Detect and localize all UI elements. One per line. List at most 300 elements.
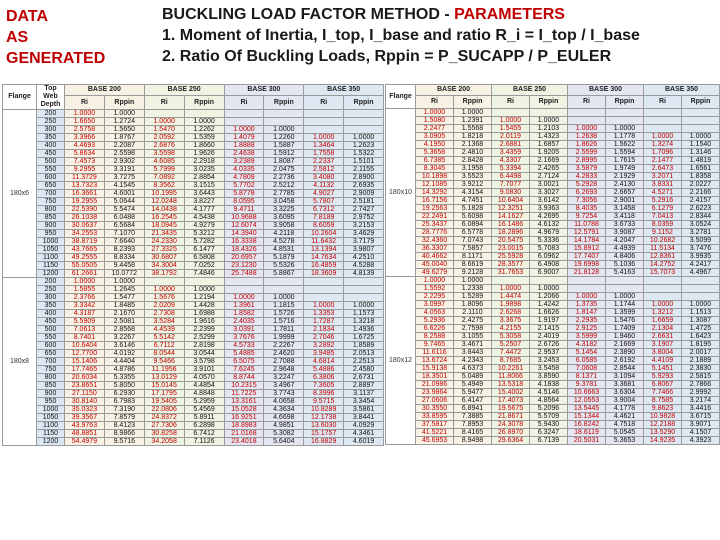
rppin-cell: 7.5857: [454, 245, 492, 253]
rppin-cell: 5.2096: [530, 405, 568, 413]
rppin-cell: 4.7451: [454, 197, 492, 205]
ri-cell: 24.8372: [144, 414, 184, 422]
ri-cell: 9.7254: [568, 213, 606, 221]
rppin-cell: 1.0000: [104, 110, 144, 118]
web-depth-cell: 1150: [37, 262, 65, 270]
ri-cell: 13.7323: [65, 182, 105, 190]
table-row: [3, 142, 384, 150]
rppin-cell: 2.9752: [344, 214, 384, 222]
ri-cell: 4.4539: [144, 326, 184, 334]
ri-cell: 2.6473: [644, 165, 682, 173]
rppin-cell: 3.6095: [264, 214, 304, 222]
table-row: [386, 397, 720, 405]
ri-cell: 8.6059: [304, 222, 344, 230]
web-depth-cell: 250: [37, 286, 65, 294]
rppin-cell: 1.3087: [682, 317, 720, 325]
ri-cell: 6.6226: [416, 325, 454, 333]
rppin-cell: 3.0021: [530, 181, 568, 189]
table-row: [386, 349, 720, 357]
ri-cell: 8.0359: [644, 221, 682, 229]
table-row: [3, 334, 384, 342]
rppin-cell: 2.0475: [264, 166, 304, 174]
rppin-cell: 1.0000: [606, 125, 644, 133]
left-base-250-header: BASE 250: [144, 85, 224, 96]
table-row: [3, 278, 384, 286]
rppin-cell: 1.0000: [606, 293, 644, 301]
rppin-cell: 1.2260: [264, 134, 304, 142]
web-depth-cell: 450: [37, 318, 65, 326]
ri-cell: 4.9027: [304, 190, 344, 198]
rppin-cell: 2.7866: [682, 381, 720, 389]
table-row: [386, 205, 720, 213]
ri-cell: 1.0000: [492, 117, 530, 125]
web-depth-cell: 850: [37, 382, 65, 390]
ri-cell: 2.5599: [568, 149, 606, 157]
ri-cell: 25.3437: [416, 221, 454, 229]
rppin-cell: 2.1670: [104, 310, 144, 318]
table-row: [386, 293, 720, 301]
ri-cell: 2.7046: [304, 334, 344, 342]
ri-cell: 9.1152: [644, 229, 682, 237]
ri-cell: 18.3501: [416, 373, 454, 381]
rppin-cell: 8.9498: [454, 437, 492, 445]
rppin-cell: 2.2736: [264, 174, 304, 182]
rppin-cell: 3.9058: [264, 222, 304, 230]
web-depth-cell: 1100: [37, 254, 65, 262]
rppin-cell: 4.8531: [264, 246, 304, 254]
rppin-cell: 7.0743: [454, 237, 492, 245]
ri-cell: 9.3781: [568, 381, 606, 389]
rppin-cell: 1.5887: [264, 142, 304, 150]
ri-cell: 10.8289: [304, 406, 344, 414]
rppin-cell: 5.2959: [184, 398, 224, 406]
table-row: [3, 270, 384, 278]
rppin-cell: 5.0644: [104, 198, 144, 206]
ri-cell: [304, 126, 344, 134]
rppin-cell: 1.2066: [530, 293, 568, 301]
ri-cell: 5.7702: [224, 182, 264, 190]
rppin-cell: 2.9537: [530, 349, 568, 357]
ri-cell: [492, 109, 530, 117]
ri-cell: 6.8067: [644, 381, 682, 389]
ri-cell: [304, 278, 344, 286]
rppin-cell: 5.0545: [606, 429, 644, 437]
rppin-cell: 4.0658: [264, 398, 304, 406]
ri-cell: 8.2588: [416, 333, 454, 341]
rppin-cell: 2.4130: [606, 181, 644, 189]
ri-cell: 1.2638: [568, 133, 606, 141]
ri-cell: 2.6876: [144, 142, 184, 150]
web-depth-cell: 1050: [37, 414, 65, 422]
ri-cell: 45.0040: [416, 261, 454, 269]
ri-cell: 27.1150: [65, 390, 105, 398]
ri-cell: 1.0000: [644, 301, 682, 309]
ri-cell: 2.2935: [568, 317, 606, 325]
right-ri-header: Ri: [492, 96, 530, 109]
ri-cell: 1.5855: [65, 286, 105, 294]
web-depth-cell: 950: [37, 230, 65, 238]
table-row: [386, 261, 720, 269]
ri-cell: 7.4472: [492, 349, 530, 357]
ri-cell: [644, 285, 682, 293]
rppin-cell: 2.1889: [682, 357, 720, 365]
ri-cell: 43.9763: [65, 422, 105, 430]
tag-line2: AS: [6, 29, 29, 46]
table-row: [3, 182, 384, 190]
ri-cell: [224, 110, 264, 118]
table-row: [3, 302, 384, 310]
rppin-cell: 5.3336: [530, 237, 568, 245]
ri-cell: 5.9293: [644, 373, 682, 381]
rppin-cell: 1.4819: [682, 157, 720, 165]
web-depth-cell: 650: [37, 350, 65, 358]
rppin-cell: 4.7518: [606, 421, 644, 429]
ri-cell: 6.7112: [144, 342, 184, 350]
rppin-cell: [344, 118, 384, 126]
ri-cell: 16.8242: [568, 421, 606, 429]
ri-cell: 1.7287: [304, 318, 344, 326]
rppin-cell: 6.0488: [104, 214, 144, 222]
rppin-cell: 3.4416: [682, 405, 720, 413]
ri-cell: 2.0119: [492, 133, 530, 141]
ri-cell: 2.5758: [65, 126, 105, 134]
rppin-cell: 5.5709: [530, 413, 568, 421]
rppin-cell: 2.8428: [454, 157, 492, 165]
rppin-cell: [264, 278, 304, 286]
ri-cell: 27.3325: [144, 246, 184, 254]
rppin-cell: 3.2453: [530, 357, 568, 365]
table-row: [386, 245, 720, 253]
ri-cell: 2.2337: [304, 158, 344, 166]
rppin-cell: 6.5778: [454, 229, 492, 237]
right-table: [385, 84, 720, 445]
title-highlight: PARAMETERS: [454, 6, 565, 23]
web-depth-cell: 800: [37, 206, 65, 214]
ri-cell: 2.6631: [644, 333, 682, 341]
rppin-cell: 1.0000: [344, 302, 384, 310]
table-row: [386, 373, 720, 381]
ri-cell: 1.0000: [144, 118, 184, 126]
rppin-cell: 6.0894: [454, 221, 492, 229]
ri-cell: 1.0000: [644, 133, 682, 141]
rppin-cell: 8.4165: [454, 429, 492, 437]
rppin-cell: 3.3027: [530, 189, 568, 197]
ri-cell: 12.6074: [224, 222, 264, 230]
rppin-cell: 4.1777: [184, 206, 224, 214]
ri-cell: 18.6119: [568, 429, 606, 437]
rppin-cell: 6.7983: [104, 398, 144, 406]
ri-cell: 23.1230: [224, 262, 264, 270]
ri-cell: 1.5080: [416, 117, 454, 125]
ri-cell: 30.8140: [65, 398, 105, 406]
rppin-cell: 3.4671: [454, 341, 492, 349]
rppin-cell: 9.4458: [104, 262, 144, 270]
rppin-cell: 2.9302: [104, 158, 144, 166]
rppin-cell: 2.0513: [344, 350, 384, 358]
ri-cell: 14.3940: [224, 230, 264, 238]
table-row: [3, 326, 384, 334]
ri-cell: 38.1792: [144, 270, 184, 278]
title-line3: 2. Ratio Of Buckling Loads, Rppin = P_SUCAPP / P_EULER: [162, 48, 612, 65]
rppin-cell: 1.5476: [606, 317, 644, 325]
ri-cell: 10.1995: [144, 190, 184, 198]
rppin-cell: 3.4629: [344, 230, 384, 238]
right-rppin-header: Rppin: [530, 96, 568, 109]
rppin-cell: 1.6423: [682, 333, 720, 341]
table-row: [386, 133, 720, 141]
rppin-cell: 1.5594: [606, 149, 644, 157]
rppin-cell: 4.6132: [530, 221, 568, 229]
rppin-cell: 4.1545: [104, 182, 144, 190]
rppin-cell: 4.4939: [606, 245, 644, 253]
rppin-cell: 2.6192: [606, 357, 644, 365]
rppin-cell: 1.8087: [264, 158, 304, 166]
ri-cell: 7.6245: [224, 366, 264, 374]
ri-cell: 3.8331: [644, 181, 682, 189]
table-row: [386, 405, 720, 413]
left-ri-header: Ri: [304, 96, 344, 110]
rppin-cell: 7.3190: [104, 406, 144, 414]
ri-cell: 1.3735: [568, 301, 606, 309]
ri-cell: 14.1784: [568, 237, 606, 245]
flange-size-label: 180x12: [386, 277, 416, 445]
rppin-cell: 2.2513: [344, 358, 384, 366]
ri-cell: 1.6659: [644, 317, 682, 325]
rppin-cell: 3.1958: [454, 165, 492, 173]
ri-cell: 10.6404: [492, 197, 530, 205]
ri-cell: 4.1132: [304, 182, 344, 190]
ri-cell: 30.8258: [144, 430, 184, 438]
web-depth-cell: 1200: [37, 438, 65, 446]
ri-cell: 3.2389: [224, 158, 264, 166]
ri-cell: 2.2477: [416, 125, 454, 133]
rppin-cell: 4.8139: [344, 270, 384, 278]
table-row: [3, 254, 384, 262]
ri-cell: 1.0000: [568, 293, 606, 301]
ri-cell: 1.0000: [224, 126, 264, 134]
table-row: [3, 246, 384, 254]
ri-cell: 7.0608: [568, 365, 606, 373]
rppin-cell: 2.7598: [454, 325, 492, 333]
ri-cell: 10.2261: [492, 365, 530, 373]
ri-cell: 15.1757: [304, 430, 344, 438]
ri-cell: 11.7225: [224, 390, 264, 398]
rppin-cell: 3.3225: [264, 206, 304, 214]
ri-cell: 13.5318: [492, 381, 530, 389]
rppin-cell: 1.0000: [682, 133, 720, 141]
table-row: [386, 125, 720, 133]
rppin-cell: [682, 293, 720, 301]
ri-cell: 9.8623: [644, 405, 682, 413]
ri-cell: 4.7809: [224, 174, 264, 182]
rppin-cell: 1.0000: [184, 118, 224, 126]
ri-cell: 1.0000: [492, 285, 530, 293]
ri-cell: 45.6953: [416, 437, 454, 445]
table-row: [386, 197, 720, 205]
ri-cell: 3.4359: [492, 149, 530, 157]
ri-cell: 8.3562: [144, 182, 184, 190]
ri-cell: 18.3609: [304, 270, 344, 278]
ri-cell: 26.1038: [65, 214, 105, 222]
ri-cell: 24.2330: [144, 238, 184, 246]
rppin-cell: 4.1507: [682, 429, 720, 437]
ri-cell: 18.0945: [144, 222, 184, 230]
ri-cell: 4.2155: [492, 325, 530, 333]
ri-cell: 5.7807: [304, 198, 344, 206]
ri-cell: 12.8361: [644, 253, 682, 261]
ri-cell: [144, 278, 184, 286]
table-row: [3, 126, 384, 134]
ri-cell: 5.8634: [65, 150, 105, 158]
rppin-cell: 5.6404: [264, 438, 304, 446]
ri-cell: [568, 285, 606, 293]
ri-cell: 19.6998: [568, 261, 606, 269]
rppin-cell: 1.4428: [184, 302, 224, 310]
ri-cell: 23.8651: [65, 382, 105, 390]
table-row: [3, 238, 384, 246]
right-rppin-header: Rppin: [454, 96, 492, 109]
ri-cell: 10.2315: [224, 382, 264, 390]
ri-cell: 1.3212: [644, 309, 682, 317]
web-depth-cell: 900: [37, 222, 65, 230]
ri-cell: 15.0528: [224, 406, 264, 414]
web-depth-cell: 750: [37, 198, 65, 206]
table-row: [3, 294, 384, 302]
table-row: [3, 198, 384, 206]
rppin-cell: 1.8589: [344, 342, 384, 350]
ri-cell: 16.3661: [65, 190, 105, 198]
table-row: [3, 374, 384, 382]
ri-cell: 9.4711: [224, 206, 264, 214]
rppin-cell: 2.5815: [682, 373, 720, 381]
data-as-generated-label: [6, 6, 105, 69]
web-depth-cell: 1200: [37, 270, 65, 278]
rppin-cell: 3.1094: [606, 373, 644, 381]
ri-cell: 23.9864: [416, 389, 454, 397]
rppin-cell: 1.9626: [184, 150, 224, 158]
rppin-cell: 5.5326: [264, 262, 304, 270]
ri-cell: 8.8744: [224, 374, 264, 382]
rppin-cell: 2.4580: [344, 366, 384, 374]
right-base-200-header: BASE 200: [416, 85, 492, 96]
rppin-cell: [606, 109, 644, 117]
ri-cell: 16.2545: [144, 214, 184, 222]
ri-cell: 2.5812: [304, 166, 344, 174]
ri-cell: 13.6030: [304, 422, 344, 430]
ri-cell: 4.4693: [65, 142, 105, 150]
rppin-cell: 1.9616: [184, 318, 224, 326]
left-ri-header: Ri: [144, 96, 184, 110]
table-row: [386, 277, 720, 285]
ri-cell: 6.7385: [416, 157, 454, 165]
ri-cell: 21.8671: [492, 413, 530, 421]
rppin-cell: [682, 285, 720, 293]
rppin-cell: 4.3923: [682, 437, 720, 445]
table-row: [386, 253, 720, 261]
table-row: [386, 357, 720, 365]
rppin-cell: 2.6223: [682, 205, 720, 213]
ri-cell: 5.1454: [568, 349, 606, 357]
rppin-cell: 4.8564: [530, 397, 568, 405]
rppin-cell: [264, 118, 304, 126]
ri-cell: 21.3435: [144, 230, 184, 238]
table-row: [386, 381, 720, 389]
rppin-cell: [606, 117, 644, 125]
ri-cell: 22.2491: [416, 213, 454, 221]
flange-size-label: 180x8: [3, 278, 37, 446]
rppin-cell: 1.2391: [454, 117, 492, 125]
rppin-cell: [682, 117, 720, 125]
rppin-cell: 1.5568: [454, 125, 492, 133]
table-row: [3, 230, 384, 238]
rppin-cell: 2.8198: [184, 342, 224, 350]
ri-cell: 7.0613: [65, 326, 105, 334]
rppin-cell: 5.9430: [530, 421, 568, 429]
ri-cell: 12.1085: [416, 181, 454, 189]
rppin-cell: 1.5322: [344, 150, 384, 158]
rppin-cell: 3.2781: [682, 229, 720, 237]
table-row: [386, 117, 720, 125]
ri-cell: 4.0563: [416, 309, 454, 317]
rppin-cell: 1.0000: [454, 277, 492, 285]
ri-cell: 33.8595: [416, 413, 454, 421]
rppin-cell: 6.2898: [184, 422, 224, 430]
rppin-cell: 3.9363: [530, 205, 568, 213]
rppin-cell: 3.5798: [184, 358, 224, 366]
ri-cell: 2.6268: [492, 309, 530, 317]
rppin-cell: 3.2153: [344, 222, 384, 230]
left-web-header: Top Web Depth: [37, 85, 65, 110]
ri-cell: 25.7488: [224, 270, 264, 278]
ri-cell: 5.3394: [492, 165, 530, 173]
rppin-cell: 3.2267: [104, 334, 144, 342]
tag-line3: GENERATED: [6, 50, 106, 67]
rppin-cell: 4.9279: [184, 222, 224, 230]
ri-cell: 20.6957: [224, 254, 264, 262]
table-row: [386, 325, 720, 333]
rppin-cell: 5.8867: [264, 270, 304, 278]
ri-cell: 16.3338: [224, 238, 264, 246]
ri-cell: 31.7653: [492, 269, 530, 277]
ri-cell: 1.0000: [416, 109, 454, 117]
ri-cell: 1.0000: [568, 125, 606, 133]
ri-cell: 8.7585: [644, 397, 682, 405]
ri-cell: 26.8970: [492, 429, 530, 437]
ri-cell: 11.8066: [492, 373, 530, 381]
rppin-cell: 3.8227: [184, 198, 224, 206]
ri-cell: 14.7634: [304, 254, 344, 262]
rppin-cell: 1.1573: [344, 310, 384, 318]
rppin-cell: 6.2930: [104, 390, 144, 398]
rppin-cell: 1.0000: [264, 294, 304, 302]
ri-cell: 15.9138: [416, 365, 454, 373]
rppin-cell: 3.0235: [184, 166, 224, 174]
ri-cell: 27.0606: [416, 397, 454, 405]
rppin-cell: 2.5299: [184, 334, 224, 342]
ri-cell: 14.1627: [492, 213, 530, 221]
ri-cell: 1.8582: [224, 310, 264, 318]
ri-cell: 3.5598: [144, 150, 184, 158]
web-depth-cell: 200: [37, 110, 65, 118]
rppin-cell: 1.7811: [264, 326, 304, 334]
ri-cell: 13.1394: [304, 246, 344, 254]
rppin-cell: 1.5359: [184, 134, 224, 142]
rppin-cell: 5.0489: [454, 373, 492, 381]
rppin-cell: 5.4949: [454, 381, 492, 389]
ri-cell: [224, 118, 264, 126]
rppin-cell: [682, 109, 720, 117]
rppin-cell: 2.8544: [606, 365, 644, 373]
